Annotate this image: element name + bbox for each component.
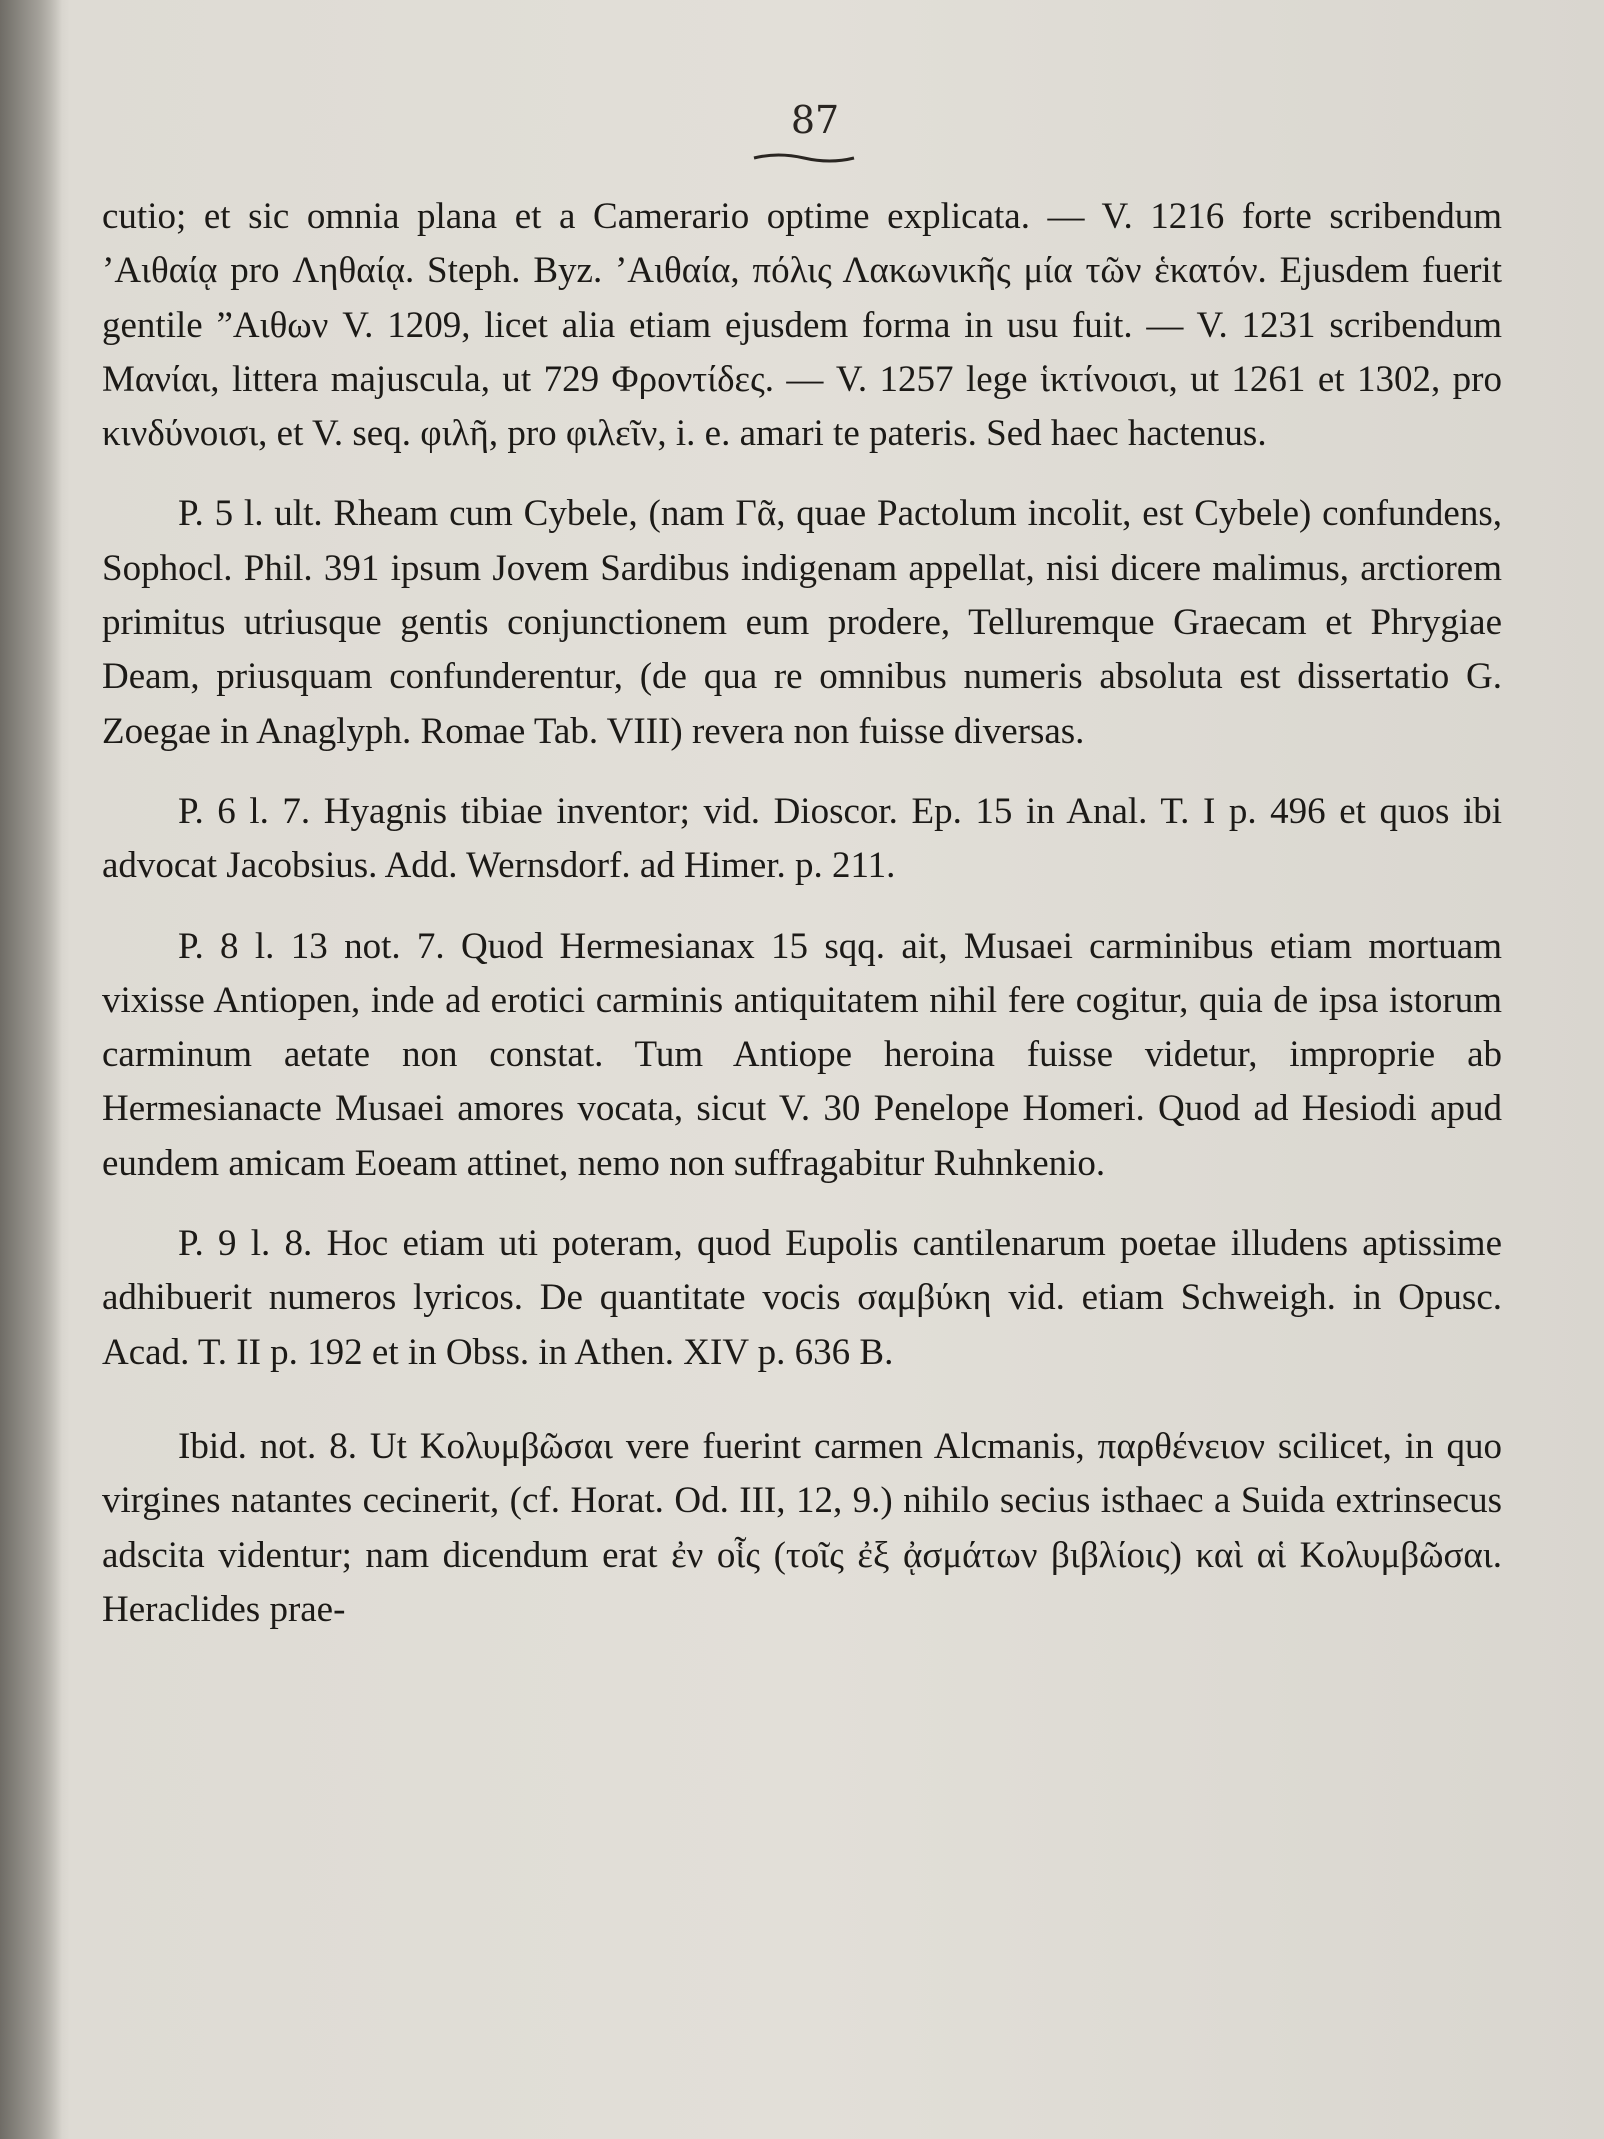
paragraph: P. 5 l. ult. Rheam cum Cybele, (nam Γᾶ, quae Pactolum incolit, est Cybele) confundens, Sophocl. Phil. 391 ipsum Jovem Sardibus indigenam appellat, nisi dicere malimus, arctiorem primitus utriusque gentis conjunctionem eum prodere, Telluremque Graecam et Phrygiae Deam, priusquam confunderentur, (de qua re omnibus numeris absoluta est dissertatio G. Zoegae in Anaglyph. Romae Tab. VIII) revera non fuisse diversas. <box>102 493 1502 752</box>
paragraph: cutio; et sic omnia plana et a Camerario optime explicata. — V. 1216 forte scribendum ’Αιθαίᾳ pro Ληθαίᾳ. Steph. Byz. ’Αιθαία, πόλις Λακωνικῆς μία τῶν ἑκατόν. Ejusdem fuerit gentile ”Αιθων V. 1209, licet alia etiam ejusdem forma in usu fuit. — V. 1231 scribendum Μανίαι, littera majuscula, ut 729 Φροντίδες. — V. 1257 lege ἱκτίνοισι, ut 1261 et 1302, pro κινδύνοισι, et V. seq. φιλῆ, pro φιλεῖν, i. e. amari te pateris. Sed haec hactenus. <box>102 196 1502 455</box>
paragraph: P. 8 l. 13 not. 7. Quod Hermesianax 15 sqq. ait, Musaei carminibus etiam mortuam vixisse Antiopen, inde ad erotici carminis antiquitatem nihil fere cogitur, quia de ipsa istorum carminum aetate non constat. Tum Antiope heroina fuisse videtur, improprie ab Hermesianacte Musaei amores vocata, sicut V. 30 Penelope Homeri. Quod ad Hesiodi apud eundem amicam Eoeam attinet, nemo non suffragabitur Ruhnkenio. <box>102 925 1502 1184</box>
paragraph: P. 6 l. 7. Hyagnis tibiae inventor; vid. Dioscor. Ep. 15 in Anal. T. I p. 496 et quos ibi advocat Jacobsius. Add. Wernsdorf. ad Himer. p. 211. <box>102 790 1502 887</box>
page-gutter-shadow <box>0 0 62 2139</box>
page-number: 87 <box>790 98 840 142</box>
decorative-rule <box>752 150 856 164</box>
paragraph: P. 9 l. 8. Hoc etiam uti poteram, quod Eupolis cantilenarum poetae illudens aptissime adhibuerit numeros lyricos. De quantitate vocis σαμβύκη vid. etiam Schweigh. in Opusc. Acad. T. II p. 192 et in Obss. in Athen. XIV p. 636 B. <box>102 1223 1502 1373</box>
page-body <box>102 190 1502 1637</box>
paragraph: Ibid. not. 8. Ut Κολυμβῶσαι vere fuerint carmen Alcmanis, παρθένειον scilicet, in quo virgines natantes cecinerit, (cf. Horat. Od. III, 12, 9.) nihilo secius isthaec a Suida extrinsecus adscita videntur; nam dicendum erat ἐν οἷς (τοῖς ἐξ ᾀσμάτων βιβλίοις) καὶ αἱ Κολυμβῶσαι. Heraclides prae- <box>102 1425 1502 1630</box>
